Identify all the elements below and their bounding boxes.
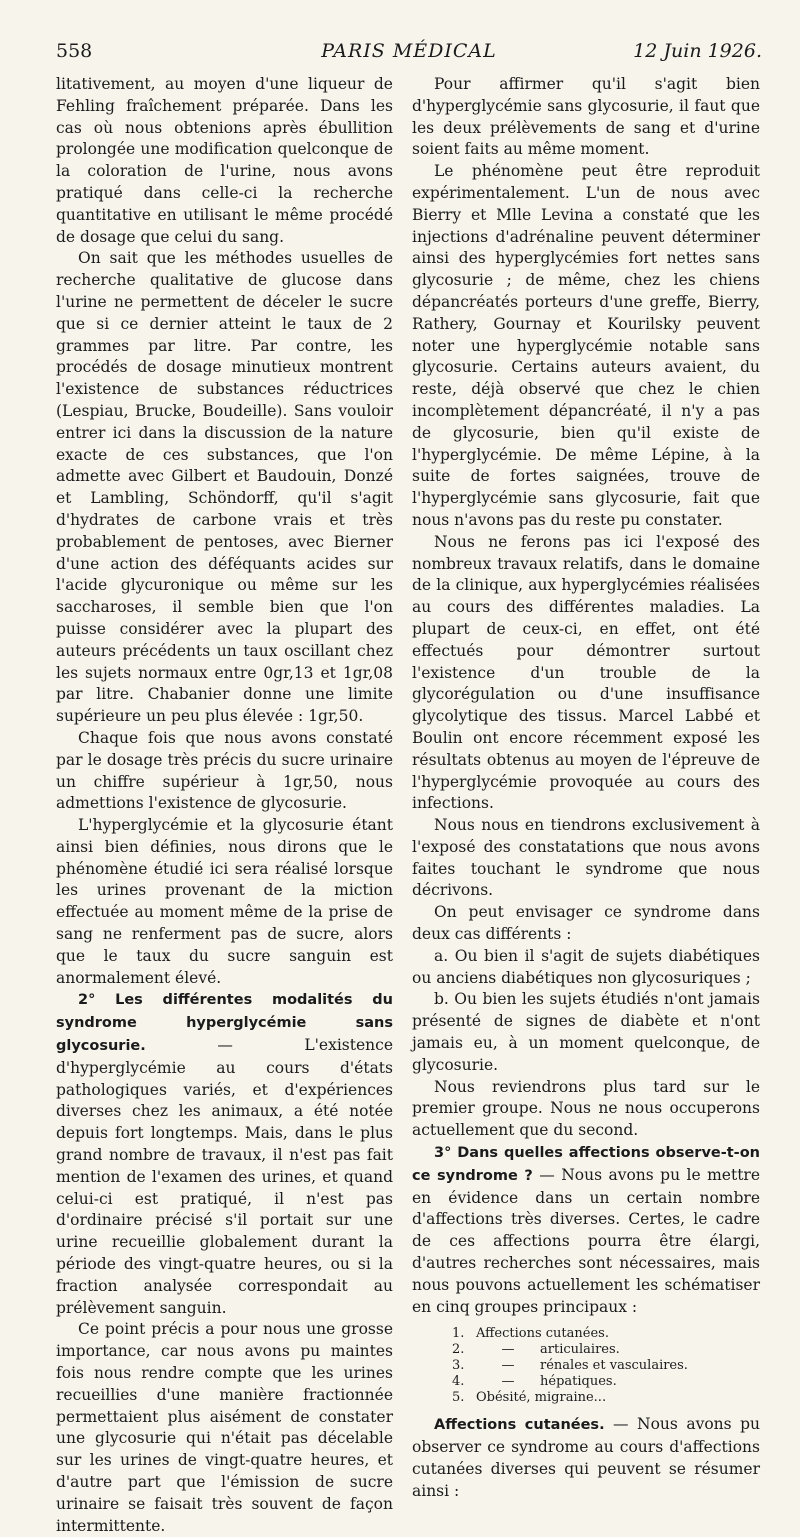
section-body: — L'existence d'hyperglycémie au cours d'états pathologiques variés, et d'expériences diverses chez les animaux, a été notée depuis fort longtemps. Mais, dans le plus grand nombre de travaux, il n'est pas fait mention de l'examen des urines, et quand celui-ci est pratiqué, il n'est pas d'ordinaire précisé s'il portait sur une urine recueillie globalement durant la période des vingt-quatre heures, ou si la fraction analysée correspondait au prélèvement sanguin. bbox=[56, 1036, 393, 1317]
paragraph: b. Ou bien les sujets étudiés n'ont jamais présenté de signes de diabète et n'ont jamais eu, à un moment quelconque, de glycosurie. bbox=[412, 990, 760, 1074]
list-item: 1. Affections cutanées. bbox=[452, 1326, 609, 1342]
running-header bbox=[56, 40, 762, 66]
list-item: 3. — rénales et vasculaires. bbox=[452, 1358, 688, 1374]
section-paragraph bbox=[412, 1142, 760, 1318]
right-column bbox=[412, 74, 760, 1503]
section-heading: 3° Dans quelles affections observe-t-on ce syndrome ? bbox=[412, 1145, 760, 1184]
section-heading: Affections cutanées. bbox=[434, 1417, 605, 1434]
paragraph: On sait que les méthodes usuelles de recherche qualitative de glucose dans l'urine ne permettent de déceler le sucre que si ce dernier atteint le taux de 2 grammes par litre. Par contre, les procédés de dosage minutieux montrent l'existence de substances réductrices (Lespiau, Brucke, Boudeille). Sans vouloir entrer ici dans la discussion de la nature exacte de ces substances, que l'on admette avec Gilbert et Baudouin, Donzé et Lambling, Schöndorff, qu'il s'agit d'hydrates de carbone vrais et très probablement de pentoses, avec Bierner d'une action des déféquants acides sur l'acide glycuronique ou même sur les saccharoses, il semble bien que l'on puisse considérer avec la plupart des auteurs précédents un taux oscillant chez les sujets normaux entre 0gr,13 et 1gr,08 par litre. Chabanier donne une limite supérieure un peu plus élevée : 1gr,50. bbox=[56, 249, 393, 726]
paragraph: a. Ou bien il s'agit de sujets diabétiques ou anciens diabétiques non glycosuriques ; bbox=[412, 946, 760, 987]
paragraph: On peut envisager ce syndrome dans deux cas différents : bbox=[412, 903, 760, 944]
paragraph: L'hyperglycémie et la glycosurie étant ainsi bien définies, nous dirons que le phénomène étudié ici sera réalisé lorsque les urines provenant de la miction effectuée au moment même de la prise de sang ne renferment pas de sucre, alors que le taux du sucre sanguin est anormalement élevé. bbox=[56, 816, 393, 987]
list-item: 2. — articulaires. bbox=[452, 1342, 620, 1358]
journal-title: PARIS MÉDICAL bbox=[321, 40, 497, 62]
list-item: 4. — hépatiques. bbox=[452, 1374, 617, 1390]
paragraph: Chaque fois que nous avons constaté par le dosage très précis du sucre urinaire un chiffre supérieur à 1gr,50, nous admettions l'existence de glycosurie. bbox=[56, 728, 393, 813]
page-number: 558 bbox=[56, 40, 93, 62]
paragraph: Nous nous en tiendrons exclusivement à l'exposé des constatations que nous avons faites touchant le syndrome que nous décrivons. bbox=[412, 816, 760, 900]
section-body: — Nous avons pu le mettre en évidence dans un certain nombre d'affections très diverses. Certes, le cadre de ces affections pourra être élargi, d'autres recherches sont nécessaires, mais nous pouvons actuellement les schématiser en cinq groupes principaux : bbox=[412, 1165, 760, 1316]
issue-date: 12 Juin 1926. bbox=[633, 40, 762, 62]
paragraph: Nous reviendrons plus tard sur le premier groupe. Nous ne nous occuperons actuellement que du second. bbox=[412, 1077, 760, 1140]
section-paragraph bbox=[412, 1414, 760, 1502]
section-paragraph bbox=[56, 989, 393, 1319]
paragraph: Pour affirmer qu'il s'agit bien d'hyperglycémie sans glycosurie, il faut que les deux prélèvements de sang et d'urine soient faits au même moment. bbox=[412, 75, 760, 159]
left-column bbox=[56, 74, 393, 1537]
affections-list bbox=[452, 1326, 760, 1406]
paragraph: Nous ne ferons pas ici l'exposé des nombreux travaux relatifs, dans le domaine de la clinique, aux hyperglycémies réalisées au cours des différentes maladies. La plupart de ceux-ci, en effet, ont été effectués pour démontrer surtout l'existence d'un trouble de la glycorégulation ou d'une insuffisance glycolytique des tissus. Marcel Labbé et Boulin ont encore récemment exposé les résultats obtenus au moyen de l'épreuve de l'hyperglycémie provoquée au cours des infections. bbox=[412, 532, 760, 813]
paragraph: Ce point précis a pour nous une grosse importance, car nous avons pu maintes fois nous rendre compte que les urines recueillies d'une manière fractionnée permettaient plus aisément de constater une glycosurie qui n'était pas décelable sur les urines de vingt-quatre heures, et d'autre part que l'émission de sucre urinaire se faisait très souvent de façon intermittente. bbox=[56, 1320, 393, 1535]
paragraph: Le phénomène peut être reproduit expérimentalement. L'un de nous avec Bierry et Mlle Levina a constaté que les injections d'adrénaline peuvent déterminer ainsi des hyperglycémies fort nettes sans glycosurie ; de même, chez les chiens dépancréatés porteurs d'une greffe, Bierry, Rathery, Gournay et Kourilsky peuvent noter une hyperglycémie notable sans glycosurie. Certains auteurs avaient, du reste, déjà observé que chez le chien incomplètement dépancréaté, il n'y a pas de glycosurie, bien qu'il existe de l'hyperglycémie. De même Lépine, à la suite de fortes saignées, trouve de l'hyperglycémie sans glycosurie, fait que nous n'avons pas du reste pu constater. bbox=[412, 162, 760, 529]
list-item: 5. Obésité, migraine... bbox=[452, 1390, 607, 1406]
paragraph: litativement, au moyen d'une liqueur de Fehling fraîchement préparée. Dans les cas où nous obtenions après ébullition prolongée une modification quelconque de la coloration de l'urine, nous avons pratiqué dans celle-ci la recherche quantitative en utilisant le même procédé de dosage que celui du sang. bbox=[56, 75, 393, 246]
section-heading: 2° Les différentes modalités du syndrome hyperglycémie sans glycosurie. bbox=[56, 992, 393, 1055]
section-body: — Nous avons pu observer ce syndrome au cours d'affections cutanées diverses qui peuvent se résumer ainsi : bbox=[412, 1415, 760, 1500]
